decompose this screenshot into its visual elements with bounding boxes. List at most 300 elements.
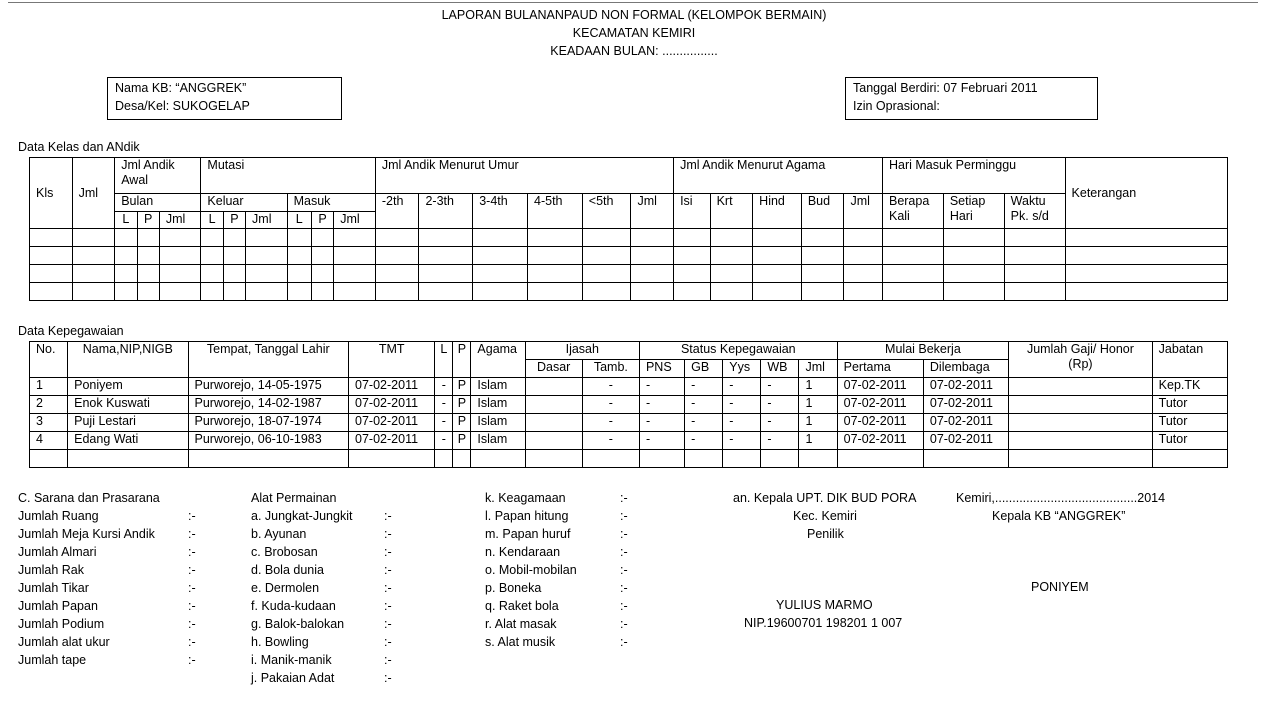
cell-no: 3 <box>30 414 68 432</box>
alat2-item-value: :- <box>620 545 628 559</box>
empty-cell <box>710 229 753 247</box>
dilembaga-header: Dilembaga <box>923 360 1008 378</box>
cell-no: 1 <box>30 378 68 396</box>
cell-p: P <box>453 396 471 414</box>
cell-p: P <box>453 414 471 432</box>
cell-dasar <box>525 396 582 414</box>
sarana-item-value: :- <box>188 527 196 541</box>
empty-cell <box>287 283 311 301</box>
cell-yys: - <box>723 378 761 396</box>
cell-gb: - <box>685 432 723 450</box>
sign-penilik: Penilik <box>807 527 844 541</box>
umur-col-jml: Jml <box>631 194 674 229</box>
wb-header: WB <box>761 360 799 378</box>
cell-tamb: - <box>582 432 639 450</box>
umur-header: Jml Andik Menurut Umur <box>375 158 673 194</box>
empty-cell <box>473 265 528 283</box>
top-rule <box>8 2 1258 3</box>
cell-dilembaga: 07-02-2011 <box>923 414 1008 432</box>
sarana-item-value: :- <box>188 599 196 613</box>
l-header: L <box>435 342 453 378</box>
kb-desa: Desa/Kel: SUKOGELAP <box>115 99 250 113</box>
empty-cell <box>334 265 376 283</box>
empty-cell <box>311 229 333 247</box>
empty-cell <box>311 265 333 283</box>
empty-cell <box>223 229 245 247</box>
alat2-item-label: k. Keagamaan <box>485 491 566 505</box>
empty-cell <box>419 229 473 247</box>
sarana-item-label: Jumlah Ruang <box>18 509 99 523</box>
agama-header: Jml Andik Menurut Agama <box>674 158 883 194</box>
umur-col-3: 3-4th <box>473 194 528 229</box>
cell-ttl: Purworejo, 18-07-1974 <box>188 414 349 432</box>
empty-cell <box>419 265 473 283</box>
empty-cell <box>115 247 137 265</box>
empty-cell <box>473 283 528 301</box>
cell-dasar <box>525 432 582 450</box>
cell-jml: 1 <box>799 396 837 414</box>
empty-cell <box>943 229 1004 247</box>
alat2-item-value: :- <box>620 581 628 595</box>
pns-header: PNS <box>639 360 684 378</box>
cell-jml: 1 <box>799 432 837 450</box>
empty-cell <box>639 450 684 468</box>
empty-cell <box>159 265 201 283</box>
alat-title: Alat Permainan <box>251 491 337 505</box>
empty-cell <box>1065 265 1227 283</box>
cell-gaji <box>1009 432 1152 450</box>
agama-col-3: Hind <box>753 194 802 229</box>
empty-cell <box>72 247 115 265</box>
sign-place-date: Kemiri,.........................................2014 <box>956 491 1166 505</box>
empty-cell <box>1004 283 1065 301</box>
empty-cell <box>582 450 639 468</box>
cell-ttl: Purworejo, 14-05-1975 <box>188 378 349 396</box>
empty-cell <box>115 265 137 283</box>
empty-cell <box>943 265 1004 283</box>
pertama-header: Pertama <box>837 360 923 378</box>
empty-cell <box>30 265 73 283</box>
pegawai-rows <box>30 378 1228 468</box>
no-header: No. <box>30 342 68 378</box>
alat-item-label: j. Pakaian Adat <box>251 671 335 685</box>
empty-cell <box>674 283 711 301</box>
pegawai-table <box>29 341 1228 468</box>
empty-row <box>30 450 1228 468</box>
empty-cell <box>837 450 923 468</box>
sign-an: an. Kepala UPT. DIK BUD PORA <box>733 491 917 505</box>
tmt-header: TMT <box>349 342 435 378</box>
cell-pns: - <box>639 432 684 450</box>
empty-cell <box>674 229 711 247</box>
nama-header: Nama,NIP,NIGB <box>68 342 188 378</box>
empty-cell <box>631 265 674 283</box>
empty-cell <box>30 283 73 301</box>
empty-cell <box>419 283 473 301</box>
report-title: LAPORAN BULANANPAUD NON FORMAL (KELOMPOK BERMAIN) <box>441 8 827 22</box>
empty-cell <box>943 247 1004 265</box>
alat-item-value: :- <box>384 563 392 577</box>
empty-cell <box>1004 247 1065 265</box>
berapa-kali-header: Berapa Kali <box>882 194 943 229</box>
cell-nama: Puji Lestari <box>68 414 188 432</box>
cell-agama: Islam <box>471 396 525 414</box>
empty-cell <box>882 283 943 301</box>
empty-cell <box>674 247 711 265</box>
sarana-item-value: :- <box>188 509 196 523</box>
sarana-item-label: Jumlah Tikar <box>18 581 89 595</box>
hari-header: Hari Masuk Perminggu <box>882 158 1065 194</box>
empty-cell <box>334 283 376 301</box>
alat2-item-label: r. Alat masak <box>485 617 557 631</box>
empty-cell <box>943 283 1004 301</box>
cell-wb: - <box>761 396 799 414</box>
alat-item-value: :- <box>384 635 392 649</box>
empty-cell <box>799 450 837 468</box>
mulai-header: Mulai Bekerja <box>837 342 1009 360</box>
kelas-empty-rows <box>30 229 1228 301</box>
pegawai-section-title: Data Kepegawaian <box>18 324 124 338</box>
sarana-item-label: Jumlah Papan <box>18 599 98 613</box>
cell-no: 2 <box>30 396 68 414</box>
kb-date-box <box>845 77 1098 120</box>
empty-cell <box>1004 265 1065 283</box>
empty-cell <box>1065 229 1227 247</box>
empty-cell <box>30 247 73 265</box>
alat-item-value: :- <box>384 581 392 595</box>
empty-cell <box>159 283 201 301</box>
alat2-item-value: :- <box>620 635 628 649</box>
empty-cell <box>710 265 753 283</box>
alat-item-label: g. Balok-balokan <box>251 617 345 631</box>
empty-cell <box>246 265 288 283</box>
agama-col-2: Krt <box>710 194 753 229</box>
kls-header: Kls <box>30 158 73 229</box>
empty-cell <box>188 450 349 468</box>
empty-cell <box>246 283 288 301</box>
empty-cell <box>115 229 137 247</box>
cell-jml: 1 <box>799 378 837 396</box>
empty-cell <box>582 247 631 265</box>
empty-cell <box>801 283 844 301</box>
alat-item-value: :- <box>384 509 392 523</box>
cell-l: - <box>435 414 453 432</box>
cell-nama: Poniyem <box>68 378 188 396</box>
alat-item-label: f. Kuda-kudaan <box>251 599 336 613</box>
empty-cell <box>453 450 471 468</box>
cell-dilembaga: 07-02-2011 <box>923 432 1008 450</box>
cell-pns: - <box>639 414 684 432</box>
cell-ttl: Purworejo, 06-10-1983 <box>188 432 349 450</box>
empty-cell <box>882 229 943 247</box>
empty-cell <box>287 247 311 265</box>
alat-item-value: :- <box>384 653 392 667</box>
empty-cell <box>375 283 419 301</box>
alat-item-label: h. Bowling <box>251 635 309 649</box>
empty-cell <box>137 265 159 283</box>
empty-cell <box>201 229 223 247</box>
cell-dilembaga: 07-02-2011 <box>923 396 1008 414</box>
kelas-empty-row <box>30 283 1228 301</box>
alat-item-value: :- <box>384 527 392 541</box>
ijasah-header: Ijasah <box>525 342 639 360</box>
cell-dilembaga: 07-02-2011 <box>923 378 1008 396</box>
empty-cell <box>582 283 631 301</box>
dasar-header: Dasar <box>525 360 582 378</box>
alat-item-value: :- <box>384 671 392 685</box>
cell-yys: - <box>723 396 761 414</box>
cell-p: P <box>453 432 471 450</box>
agama-col-1: Isi <box>674 194 711 229</box>
cell-gaji <box>1009 414 1152 432</box>
empty-cell <box>631 283 674 301</box>
alat2-item-label: s. Alat musik <box>485 635 556 649</box>
empty-cell <box>801 229 844 247</box>
keadaan-bulan: KEADAAN BULAN: ................ <box>550 44 718 58</box>
sarana-item-label: Jumlah Podium <box>18 617 105 631</box>
empty-cell <box>159 229 201 247</box>
cell-dasar <box>525 378 582 396</box>
jabatan-header: Jabatan <box>1152 342 1227 378</box>
empty-cell <box>375 247 419 265</box>
empty-cell <box>528 247 583 265</box>
alat-item-label: d. Bola dunia <box>251 563 324 577</box>
cell-l: - <box>435 378 453 396</box>
empty-cell <box>137 229 159 247</box>
sarana-item-value: :- <box>188 545 196 559</box>
alat2-item-label: n. Kendaraan <box>485 545 561 559</box>
keluar-header: Keluar <box>201 194 287 212</box>
masuk-header: Masuk <box>287 194 375 212</box>
table-row <box>30 378 1228 396</box>
table-row <box>30 414 1228 432</box>
mutasi-header: Mutasi <box>201 158 375 194</box>
izin-oprasional: Izin Oprasional: <box>853 99 940 113</box>
tamb-header: Tamb. <box>582 360 639 378</box>
empty-cell <box>723 450 761 468</box>
empty-cell <box>528 283 583 301</box>
alat-item-label: e. Dermolen <box>251 581 320 595</box>
cell-dasar <box>525 414 582 432</box>
empty-cell <box>375 229 419 247</box>
empty-cell <box>582 229 631 247</box>
empty-cell <box>287 229 311 247</box>
cell-gb: - <box>685 396 723 414</box>
alat2-item-label: p. Boneka <box>485 581 542 595</box>
jml-header: Jml <box>72 158 115 229</box>
cell-tmt: 07-02-2011 <box>349 414 435 432</box>
sign-name-2: PONIYEM <box>1031 580 1089 594</box>
cell-gb: - <box>685 414 723 432</box>
sarana-item-label: Jumlah Rak <box>18 563 84 577</box>
empty-cell <box>473 229 528 247</box>
empty-cell <box>30 450 68 468</box>
kecamatan-title: KECAMATAN KEMIRI <box>572 26 696 40</box>
empty-cell <box>68 450 188 468</box>
umur-col-1: -2th <box>375 194 419 229</box>
cell-pertama: 07-02-2011 <box>837 414 923 432</box>
empty-cell <box>528 265 583 283</box>
empty-cell <box>685 450 723 468</box>
empty-cell <box>1152 450 1227 468</box>
cell-wb: - <box>761 432 799 450</box>
table-row <box>30 432 1228 450</box>
empty-cell <box>753 229 802 247</box>
umur-col-5: <5th <box>582 194 631 229</box>
alat2-item-label: o. Mobil-mobilan <box>485 563 577 577</box>
empty-cell <box>674 265 711 283</box>
sarana-item-label: Jumlah Almari <box>18 545 97 559</box>
sarana-title: C. Sarana dan Prasarana <box>18 491 160 505</box>
sub-jml: Jml <box>159 212 201 229</box>
empty-cell <box>844 229 883 247</box>
empty-cell <box>710 247 753 265</box>
empty-cell <box>246 247 288 265</box>
sarana-item-value: :- <box>188 581 196 595</box>
empty-cell <box>287 265 311 283</box>
empty-cell <box>761 450 799 468</box>
empty-cell <box>801 247 844 265</box>
sub-p: P <box>137 212 159 229</box>
cell-l: - <box>435 396 453 414</box>
kb-name: Nama KB: “ANGGREK” <box>115 81 247 95</box>
agama-col-jml: Jml <box>844 194 883 229</box>
empty-cell <box>801 265 844 283</box>
empty-cell <box>582 265 631 283</box>
yys-header: Yys <box>723 360 761 378</box>
agama-header: Agama <box>471 342 525 378</box>
empty-cell <box>844 283 883 301</box>
cell-tmt: 07-02-2011 <box>349 396 435 414</box>
cell-agama: Islam <box>471 432 525 450</box>
empty-cell <box>159 247 201 265</box>
cell-pertama: 07-02-2011 <box>837 396 923 414</box>
cell-wb: - <box>761 378 799 396</box>
cell-nama: Edang Wati <box>68 432 188 450</box>
gaji-header: Jumlah Gaji/ Honor (Rp) <box>1009 342 1152 378</box>
cell-tamb: - <box>582 396 639 414</box>
empty-cell <box>473 247 528 265</box>
kelas-table <box>29 157 1228 301</box>
cell-ttl: Purworejo, 14-02-1987 <box>188 396 349 414</box>
cell-gaji <box>1009 396 1152 414</box>
cell-pertama: 07-02-2011 <box>837 378 923 396</box>
empty-cell <box>882 265 943 283</box>
empty-cell <box>419 247 473 265</box>
empty-cell <box>223 247 245 265</box>
alat2-item-label: l. Papan hitung <box>485 509 569 523</box>
jml-andik-awal-header: Jml Andik Awal <box>115 158 201 194</box>
alat2-item-value: :- <box>620 491 628 505</box>
sub-l: L <box>287 212 311 229</box>
tanggal-berdiri: Tanggal Berdiri: 07 Februari 2011 <box>853 81 1038 95</box>
jml-header: Jml <box>799 360 837 378</box>
empty-cell <box>471 450 525 468</box>
empty-cell <box>631 247 674 265</box>
cell-tamb: - <box>582 378 639 396</box>
cell-wb: - <box>761 414 799 432</box>
alat2-item-value: :- <box>620 509 628 523</box>
empty-cell <box>349 450 435 468</box>
alat2-item-value: :- <box>620 599 628 613</box>
empty-cell <box>528 229 583 247</box>
alat2-item-label: q. Raket bola <box>485 599 559 613</box>
alat-item-label: a. Jungkat-Jungkit <box>251 509 353 523</box>
cell-jml: 1 <box>799 414 837 432</box>
alat-item-label: c. Brobosan <box>251 545 318 559</box>
cell-yys: - <box>723 414 761 432</box>
empty-cell <box>115 283 137 301</box>
empty-cell <box>137 283 159 301</box>
empty-cell <box>631 229 674 247</box>
cell-p: P <box>453 378 471 396</box>
status-header: Status Kepegawaian <box>639 342 837 360</box>
alat2-item-value: :- <box>620 563 628 577</box>
kelas-section-title: Data Kelas dan ANdik <box>18 140 140 154</box>
empty-cell <box>1065 247 1227 265</box>
alat-item-value: :- <box>384 545 392 559</box>
ttl-header: Tempat, Tanggal Lahir <box>188 342 349 378</box>
sub-p: P <box>223 212 245 229</box>
cell-nama: Enok Kuswati <box>68 396 188 414</box>
cell-agama: Islam <box>471 378 525 396</box>
empty-cell <box>223 283 245 301</box>
cell-tamb: - <box>582 414 639 432</box>
cell-l: - <box>435 432 453 450</box>
sub-l: L <box>201 212 223 229</box>
table-row <box>30 396 1228 414</box>
kelas-empty-row <box>30 265 1228 283</box>
empty-cell <box>882 247 943 265</box>
cell-agama: Islam <box>471 414 525 432</box>
setiap-hari-header: Setiap Hari <box>943 194 1004 229</box>
empty-cell <box>246 229 288 247</box>
empty-cell <box>844 265 883 283</box>
alat-item-label: b. Ayunan <box>251 527 307 541</box>
empty-cell <box>72 229 115 247</box>
empty-cell <box>844 247 883 265</box>
cell-jabatan: Tutor <box>1152 414 1227 432</box>
empty-cell <box>1004 229 1065 247</box>
cell-gb: - <box>685 378 723 396</box>
cell-jabatan: Tutor <box>1152 396 1227 414</box>
empty-cell <box>311 247 333 265</box>
cell-pns: - <box>639 378 684 396</box>
empty-cell <box>72 265 115 283</box>
cell-tmt: 07-02-2011 <box>349 432 435 450</box>
empty-cell <box>72 283 115 301</box>
empty-cell <box>201 265 223 283</box>
empty-cell <box>201 283 223 301</box>
empty-cell <box>753 247 802 265</box>
umur-col-4: 4-5th <box>528 194 583 229</box>
cell-no: 4 <box>30 432 68 450</box>
kelas-empty-row <box>30 247 1228 265</box>
empty-cell <box>137 247 159 265</box>
empty-cell <box>1009 450 1152 468</box>
sarana-item-label: Jumlah Meja Kursi Andik <box>18 527 155 541</box>
sign-nip: NIP.19600701 198201 1 007 <box>744 616 903 630</box>
cell-gaji <box>1009 378 1152 396</box>
empty-cell <box>525 450 582 468</box>
agama-col-4: Bud <box>801 194 844 229</box>
sign-name-1: YULIUS MARMO <box>776 598 873 612</box>
sign-kec: Kec. Kemiri <box>793 509 857 523</box>
cell-pertama: 07-02-2011 <box>837 432 923 450</box>
alat2-item-value: :- <box>620 617 628 631</box>
sarana-item-value: :- <box>188 617 196 631</box>
sarana-item-value: :- <box>188 563 196 577</box>
